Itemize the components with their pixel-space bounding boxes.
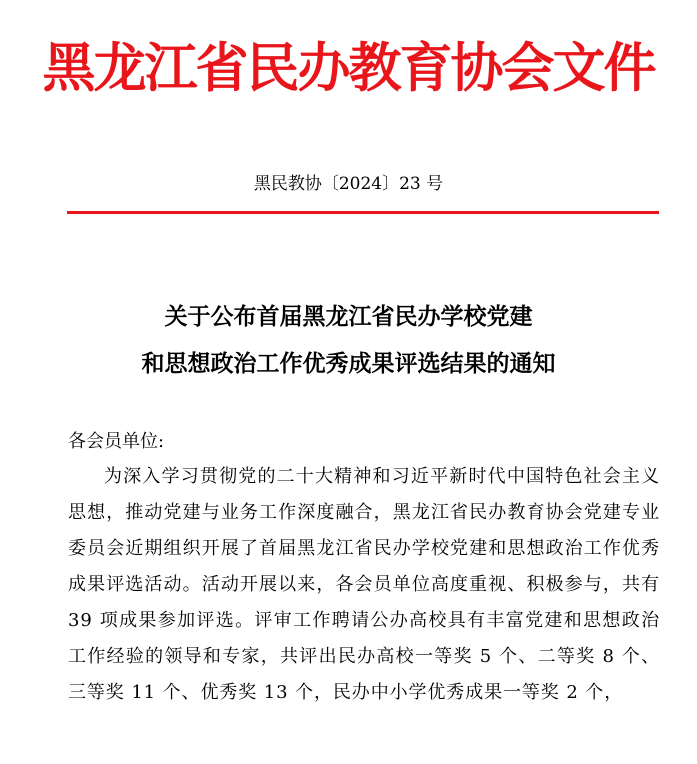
body-paragraph: 为深入学习贯彻党的二十大精神和习近平新时代中国特色社会主义思想，推动党建与业务工作深度融合，黑龙江省民办教育协会党建专业委员会近期组织开展了首届黑龙江省民办学校党建和思想政治工作优秀成果评选活动。活动开展以来，各会员单位高度重视、积极参与，共有 39 项成果参加评选。评审工作聘请公办高校具有丰富党建和思想政治工作经验的领导和专家，共评出民办高校一等奖 5 个、二等奖 8 个、三等奖 11 个、优秀奖 13 个，民办中小学优秀成果一等奖 2 个，	[68, 466, 660, 703]
red-divider-line	[67, 211, 659, 214]
document-masthead-title: 黑龙江省民办教育协会文件	[42, 37, 655, 99]
document-number: 黑民教协〔2024〕23 号	[253, 174, 444, 194]
salutation: 各会员单位:	[68, 431, 165, 452]
notice-title-line-2: 和思想政治工作优秀成果评选结果的通知	[141, 350, 556, 377]
notice-title-line-1: 关于公布首届黑龙江省民办学校党建	[164, 303, 533, 330]
